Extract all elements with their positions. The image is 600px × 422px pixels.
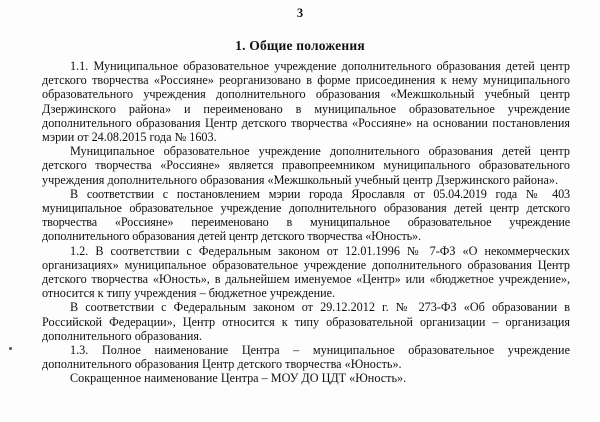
document-body — [42, 59, 570, 386]
paragraph-successor: Муниципальное образовательное учреждение дополнительного образования детей центр детского творчества «Россияне» является правопреемником муниципального образовательного учреждения дополнительного образования «Межшкольный учебный центр Дзержинского района». — [42, 144, 570, 187]
paragraph-education-law: В соответствии с Федеральным законом от 29.12.2012 г. № 273-ФЗ «Об образовании в Российской Федерации», Центр относится к типу образовательной организации – организация дополнительного образования. — [42, 300, 570, 343]
paragraph-1-1: 1.1. Муниципальное образовательное учреждение дополнительного образования детей центр детского творчества «Россияне» реорганизовано в форме присоединения к нему муниципального образовательного учреждения дополнительного образования «Межшкольный учебный центр Дзержинского района» и переименовано в муниципальное образовательное учреждение дополнительного образования Центр детского творчества «Россияне» на основании постановления мэрии от 24.08.2015 года № 1603. — [42, 59, 570, 145]
paragraph-1-2: 1.2. В соответствии с Федеральным законом от 12.01.1996 № 7-ФЗ «О некоммерческих организациях» муниципальное образовательное учреждение дополнительного образования Центр детского творчества «Юность», в дальнейшем именуемое «Центр» или «бюджетное учреждение», относится к типу учреждения – бюджетное учреждение. — [42, 243, 570, 301]
page-number: 3 — [296, 6, 304, 20]
paragraph-renaming: В соответствии с постановлением мэрии города Ярославля от 05.04.2019 года № 403 муниципальное образовательное учреждение дополнительного образования детей центр детского творчества «Россияне» переименовано в муниципальное образовательное учреждение дополнительного образования детей центр детского творчества «Юность». — [42, 186, 570, 244]
paragraph-1-3: 1.3. Полное наименование Центра – муниципальное образовательное учреждение дополнительного образования Центр детского творчества «Юность». — [42, 343, 570, 372]
scan-speck — [9, 347, 12, 350]
section-heading: 1. Общие положения — [235, 38, 365, 53]
paragraph-short-name: Сокращенное наименование Центра – МОУ ДО ЦДТ «Юность». — [70, 371, 407, 386]
